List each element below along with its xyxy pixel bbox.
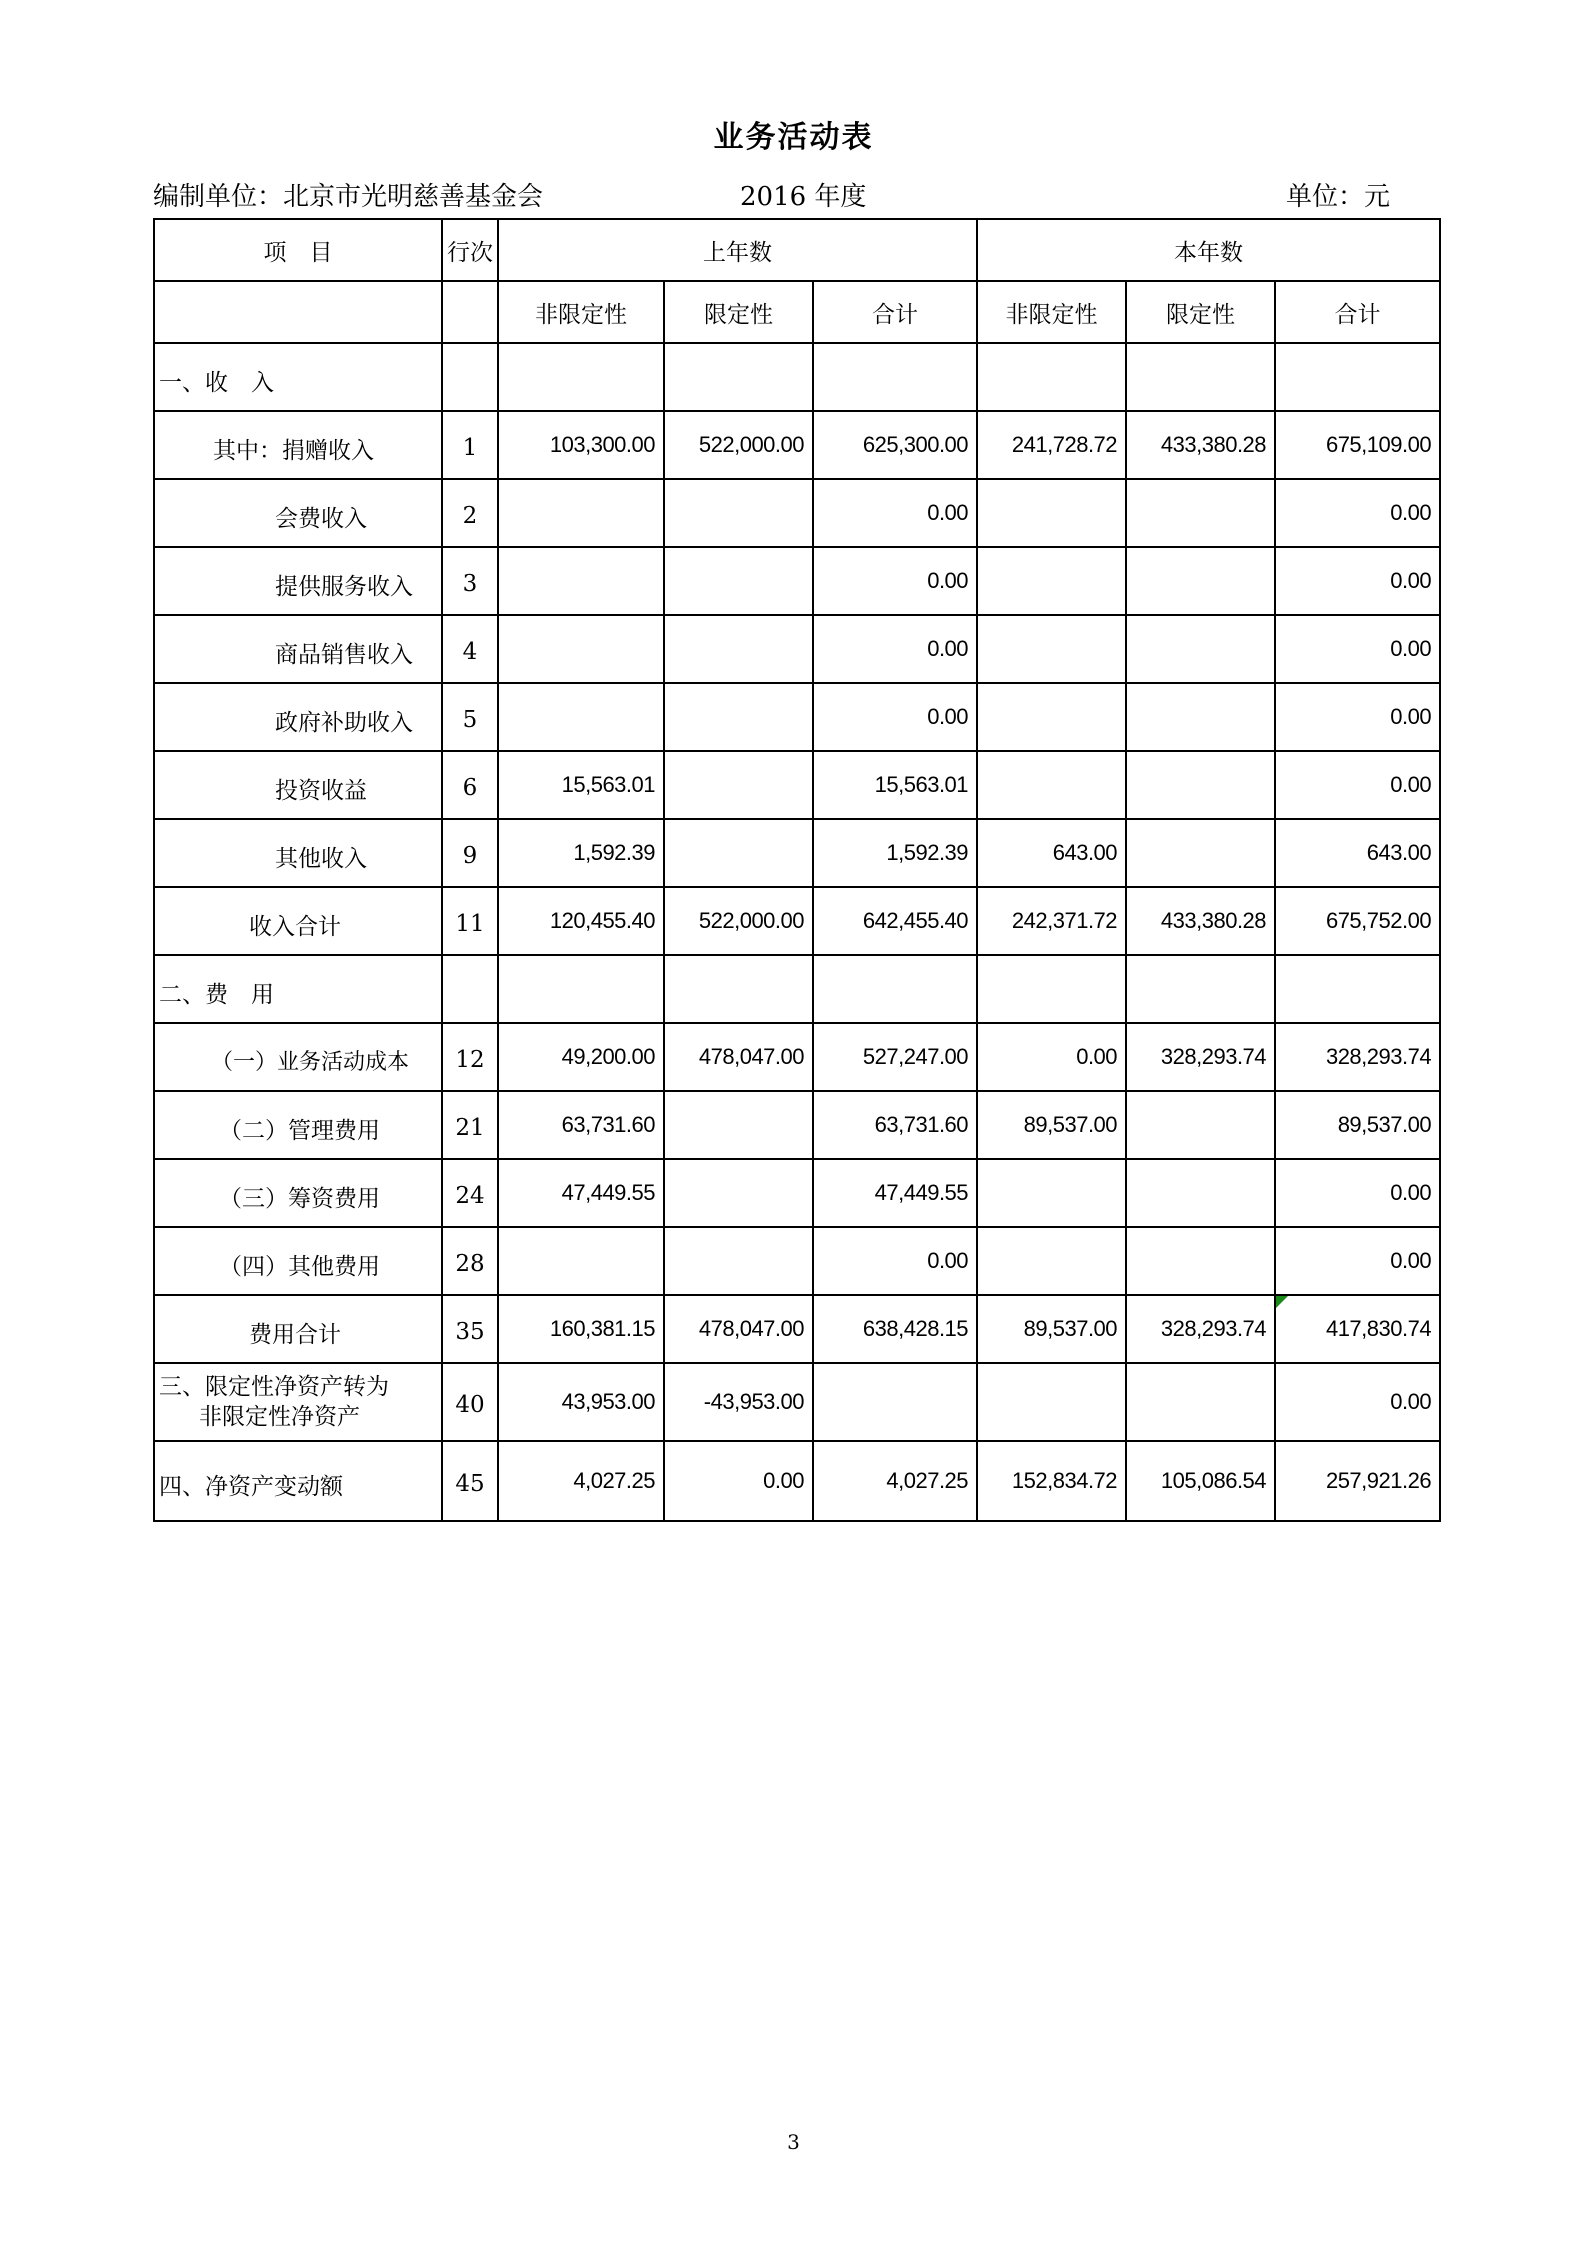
cell-value: 43,953.00	[498, 1363, 664, 1441]
cell-value	[977, 1227, 1126, 1295]
cell-value	[1126, 479, 1275, 547]
cell-value	[664, 343, 813, 411]
header-sub-cell: 限定性	[1126, 281, 1275, 343]
cell-value	[977, 343, 1126, 411]
cell-value: 675,109.00	[1275, 411, 1440, 479]
cell-value: 0.00	[1275, 615, 1440, 683]
cell-value	[1275, 1295, 1440, 1363]
row-seq: 5	[442, 683, 498, 751]
table-row	[154, 479, 1440, 547]
cell-value	[664, 955, 813, 1023]
cell-value: 433,380.28	[1126, 887, 1275, 955]
cell-value	[1126, 547, 1275, 615]
cell-value: 242,371.72	[977, 887, 1126, 955]
cell-value	[1126, 1363, 1275, 1441]
row-label: 四、净资产变动额	[154, 1441, 442, 1521]
cell-value: 478,047.00	[664, 1023, 813, 1091]
table-row	[154, 683, 1440, 751]
cell-value	[977, 479, 1126, 547]
cell-value	[977, 1363, 1126, 1441]
cell-value	[664, 1091, 813, 1159]
table-row	[154, 411, 1440, 479]
header-blank	[154, 281, 442, 343]
row-label-line2: 非限定性净资产	[199, 1404, 360, 1430]
cell-value	[977, 615, 1126, 683]
table-row	[154, 1441, 1440, 1521]
cell-value: 241,728.72	[977, 411, 1126, 479]
row-seq: 35	[442, 1295, 498, 1363]
cell-value	[1126, 1227, 1275, 1295]
page-number: 3	[787, 2130, 800, 2154]
cell-value	[498, 547, 664, 615]
cell-value: 328,293.74	[1126, 1295, 1275, 1363]
cell-value: 522,000.00	[664, 411, 813, 479]
cell-value: 522,000.00	[664, 887, 813, 955]
cell-value: 89,537.00	[1275, 1091, 1440, 1159]
row-seq: 24	[442, 1159, 498, 1227]
row-label: 投资收益	[154, 751, 442, 819]
cell-value	[664, 819, 813, 887]
header-sub-cell: 非限定性	[977, 281, 1126, 343]
cell-value: 0.00	[813, 615, 977, 683]
cell-value: 0.00	[1275, 1363, 1440, 1441]
cell-value: 63,731.60	[813, 1091, 977, 1159]
cell-value: 625,300.00	[813, 411, 977, 479]
header-item: 项 目	[154, 219, 442, 281]
row-seq: 28	[442, 1227, 498, 1295]
header-sub-cell: 合计	[1275, 281, 1440, 343]
cell-value	[813, 343, 977, 411]
cell-value: 1,592.39	[498, 819, 664, 887]
cell-value: 47,449.55	[498, 1159, 664, 1227]
header-row-sub	[154, 281, 1440, 343]
row-label: 商品销售收入	[154, 615, 442, 683]
row-label: 会费收入	[154, 479, 442, 547]
row-seq: 3	[442, 547, 498, 615]
currency-unit: 单位：元	[1286, 182, 1391, 212]
cell-value	[1126, 955, 1275, 1023]
cell-value: 0.00	[1275, 751, 1440, 819]
header-curr-year: 本年数	[977, 219, 1440, 281]
cell-value	[1126, 1159, 1275, 1227]
cell-value	[498, 955, 664, 1023]
row-label: 二、费 用	[154, 955, 442, 1023]
table-row	[154, 751, 1440, 819]
cell-value: 478,047.00	[664, 1295, 813, 1363]
row-label: 一、收 入	[154, 343, 442, 411]
row-label: 费用合计	[154, 1295, 442, 1363]
report-year: 2016 年度	[740, 182, 867, 212]
cell-value	[1126, 819, 1275, 887]
table-row	[154, 615, 1440, 683]
cell-value: 103,300.00	[498, 411, 664, 479]
cell-value	[664, 1159, 813, 1227]
cell-value: 160,381.15	[498, 1295, 664, 1363]
cell-value: 152,834.72	[977, 1441, 1126, 1521]
table-row	[154, 1295, 1440, 1363]
row-seq	[442, 343, 498, 411]
cell-value: 47,449.55	[813, 1159, 977, 1227]
cell-value	[498, 1227, 664, 1295]
page-title: 业务活动表	[713, 120, 874, 155]
table-row	[154, 1159, 1440, 1227]
cell-value	[977, 1159, 1126, 1227]
cell-value: 0.00	[813, 479, 977, 547]
cell-value: 49,200.00	[498, 1023, 664, 1091]
row-seq: 21	[442, 1091, 498, 1159]
row-label: 提供服务收入	[154, 547, 442, 615]
table-row	[154, 343, 1440, 411]
cell-value	[498, 683, 664, 751]
header-sub-cell: 限定性	[664, 281, 813, 343]
row-seq: 1	[442, 411, 498, 479]
cell-value: 643.00	[977, 819, 1126, 887]
compiling-unit: 编制单位：北京市光明慈善基金会	[153, 182, 544, 212]
row-label	[154, 1363, 442, 1441]
row-seq: 6	[442, 751, 498, 819]
row-label: 其他收入	[154, 819, 442, 887]
cell-value	[977, 955, 1126, 1023]
row-label-line1: 三、限定性净资产转为	[159, 1374, 389, 1400]
cell-value: 63,731.60	[498, 1091, 664, 1159]
table-row	[154, 819, 1440, 887]
cell-value: 4,027.25	[498, 1441, 664, 1521]
row-seq: 45	[442, 1441, 498, 1521]
cell-value	[664, 615, 813, 683]
table-row	[154, 1227, 1440, 1295]
cell-value	[977, 683, 1126, 751]
row-label: 收入合计	[154, 887, 442, 955]
cell-value: 433,380.28	[1126, 411, 1275, 479]
row-seq	[442, 955, 498, 1023]
cell-value: 120,455.40	[498, 887, 664, 955]
cell-value: 0.00	[813, 683, 977, 751]
cell-value	[813, 955, 977, 1023]
row-seq: 9	[442, 819, 498, 887]
cell-value: 257,921.26	[1275, 1441, 1440, 1521]
row-label: 政府补助收入	[154, 683, 442, 751]
cell-value	[977, 751, 1126, 819]
cell-value: 0.00	[813, 547, 977, 615]
cell-value: 328,293.74	[1126, 1023, 1275, 1091]
cell-value: 675,752.00	[1275, 887, 1440, 955]
table-row	[154, 887, 1440, 955]
header-blank	[442, 281, 498, 343]
cell-value	[664, 1227, 813, 1295]
cell-value: 105,086.54	[1126, 1441, 1275, 1521]
table-row	[154, 955, 1440, 1023]
header-sub-cell: 非限定性	[498, 281, 664, 343]
row-label: （二）管理费用	[154, 1091, 442, 1159]
cell-value	[664, 479, 813, 547]
cell-value	[1275, 343, 1440, 411]
row-label: 其中：捐赠收入	[154, 411, 442, 479]
row-label: （四）其他费用	[154, 1227, 442, 1295]
cell-value	[1126, 751, 1275, 819]
cell-value	[1126, 615, 1275, 683]
table-row	[154, 547, 1440, 615]
cell-value: -43,953.00	[664, 1363, 813, 1441]
cell-value-text: 417,830.74	[1325, 1316, 1432, 1341]
cell-value: 15,563.01	[498, 751, 664, 819]
cell-value: 89,537.00	[977, 1295, 1126, 1363]
cell-value: 0.00	[977, 1023, 1126, 1091]
cell-value	[498, 479, 664, 547]
cell-value: 0.00	[1275, 479, 1440, 547]
row-label: （一）业务活动成本	[154, 1023, 442, 1091]
cell-value	[813, 1363, 977, 1441]
cell-value	[664, 547, 813, 615]
cell-value	[664, 751, 813, 819]
cell-value	[498, 615, 664, 683]
cell-value	[1275, 955, 1440, 1023]
header-sub-cell: 合计	[813, 281, 977, 343]
row-seq: 11	[442, 887, 498, 955]
cell-value	[1126, 683, 1275, 751]
row-seq: 40	[442, 1363, 498, 1441]
cell-value: 527,247.00	[813, 1023, 977, 1091]
cell-value: 638,428.15	[813, 1295, 977, 1363]
header-seq: 行次	[442, 219, 498, 281]
cell-value: 642,455.40	[813, 887, 977, 955]
cell-comment-marker	[1276, 1296, 1288, 1308]
cell-value: 0.00	[1275, 547, 1440, 615]
row-seq: 12	[442, 1023, 498, 1091]
cell-value	[1126, 1091, 1275, 1159]
cell-value: 0.00	[664, 1441, 813, 1521]
cell-value	[664, 683, 813, 751]
header-row-main	[154, 219, 1440, 281]
row-seq: 2	[442, 479, 498, 547]
cell-value: 1,592.39	[813, 819, 977, 887]
cell-value: 0.00	[1275, 1227, 1440, 1295]
table-row	[154, 1363, 1440, 1441]
header-prev-year: 上年数	[498, 219, 977, 281]
cell-value: 15,563.01	[813, 751, 977, 819]
cell-value: 4,027.25	[813, 1441, 977, 1521]
cell-value: 0.00	[1275, 683, 1440, 751]
activity-statement-table	[153, 218, 1441, 1522]
row-label: （三）筹资费用	[154, 1159, 442, 1227]
cell-value: 328,293.74	[1275, 1023, 1440, 1091]
cell-value: 0.00	[1275, 1159, 1440, 1227]
cell-value	[1126, 343, 1275, 411]
row-seq: 4	[442, 615, 498, 683]
cell-value: 89,537.00	[977, 1091, 1126, 1159]
cell-value	[977, 547, 1126, 615]
cell-value: 0.00	[813, 1227, 977, 1295]
cell-value: 643.00	[1275, 819, 1440, 887]
table-row	[154, 1091, 1440, 1159]
table-row	[154, 1023, 1440, 1091]
cell-value	[498, 343, 664, 411]
